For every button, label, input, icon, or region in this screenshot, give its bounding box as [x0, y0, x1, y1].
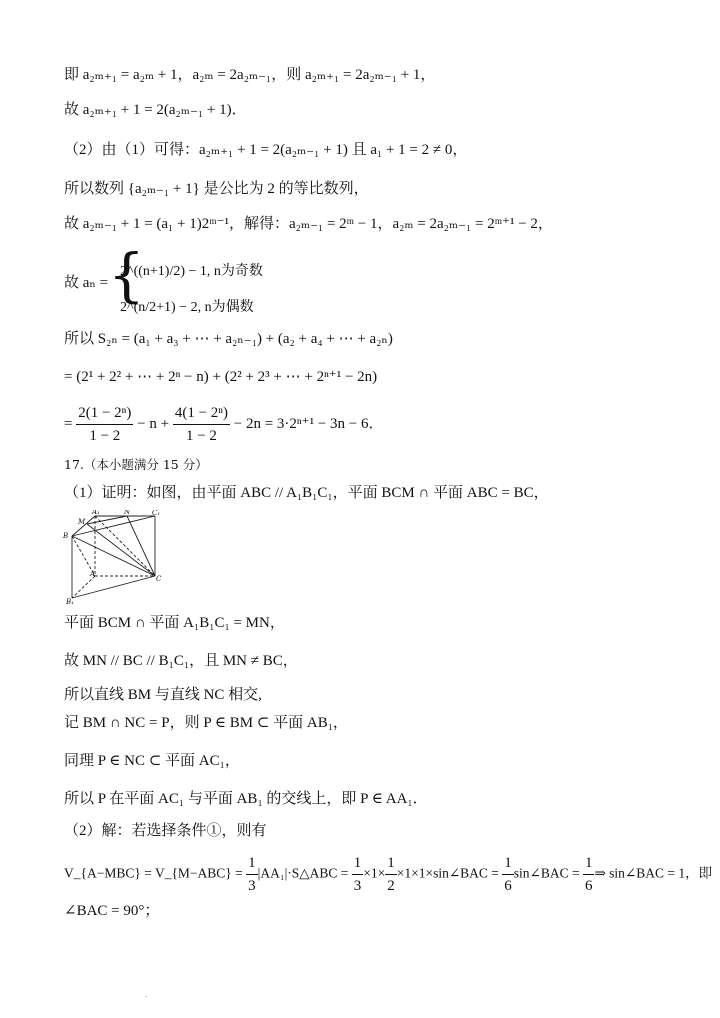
seg-f: ⇒ sin∠BAC = 1，即	[594, 865, 713, 881]
frac-e-num: 1	[583, 852, 595, 875]
line-13: 故 MN // BC // B₁C₁，且 MN ≠ BC，	[64, 653, 298, 669]
frac-d	[502, 852, 514, 897]
line-14: 所以直线 BM 与直线 NC 相交,	[64, 687, 262, 703]
frac-e	[583, 852, 595, 897]
seg-c: ×1×	[363, 865, 386, 881]
prism-figure	[60, 510, 170, 606]
edge-b1c	[72, 576, 155, 598]
fraction-1-num: 2(1 − 2ⁿ)	[76, 402, 133, 425]
line-4: 所以数列 {a₂ₘ₋₁ + 1} 是公比为 2 的等比数列，	[64, 181, 369, 197]
frac-d-den: 6	[504, 878, 512, 894]
frac-a-num: 1	[246, 852, 258, 875]
label-a1: A₁	[92, 510, 100, 516]
frac-c-den: 2	[387, 878, 395, 894]
problem-17-heading: 17.（本小题满分 15 分）	[64, 457, 208, 472]
line-15: 记 BM ∩ NC = P，则 P ∈ BM ⊂ 平面 AB₁，	[64, 715, 348, 731]
frac-b-num: 1	[352, 852, 364, 875]
frac-b-den: 3	[353, 878, 362, 894]
line-7: 所以 S₂ₙ = (a₁ + a₃ + ⋯ + a₂ₙ₋₁) + (a₂ + a₄ + ⋯ + a₂ₙ)	[64, 331, 393, 347]
edge-a1c-hidden	[95, 516, 155, 576]
line-18: （2）解：若选择条件①，则有	[64, 823, 267, 839]
frac-c	[385, 852, 397, 897]
tail-term: − 2n = 3·2ⁿ⁺¹ − 3n − 6．	[233, 415, 384, 432]
seg-e: sin∠BAC =	[513, 865, 580, 881]
line-20: ∠BAC = 90°；	[64, 903, 160, 919]
footer-mark: .	[145, 990, 148, 999]
eq-sign: =	[64, 415, 73, 432]
label-n: N	[124, 510, 131, 516]
frac-b	[352, 852, 364, 897]
label-c: C	[156, 575, 162, 583]
line-11: （1）证明：如图，由平面 ABC // A₁B₁C₁，平面 BCM ∩ 平面 ABC = BC，	[64, 485, 549, 501]
label-b: B	[63, 532, 69, 540]
seg-d: ×1×1×sin∠BAC =	[396, 865, 499, 881]
edge-nc	[127, 516, 155, 576]
volume-eq: V_{A−MBC} = V_{M−ABC} =	[64, 865, 243, 881]
label-a: A	[90, 570, 96, 578]
seg-b: |AA₁|·S△ABC =	[257, 865, 349, 881]
label-b1: B₁	[66, 598, 74, 606]
fraction-1	[76, 402, 133, 447]
line-12: 平面 BCM ∩ 平面 A₁B₁C₁ = MN，	[64, 615, 285, 631]
piecewise-case-odd: 2^((n+1)/2) − 1, n为奇数	[120, 264, 263, 279]
line-19	[64, 852, 712, 897]
edge-mc	[87, 524, 155, 576]
fraction-1-den: 1 − 2	[89, 428, 121, 444]
line-2: 故 a₂ₘ₊₁ + 1 = 2(a₂ₘ₋₁ + 1)．	[64, 102, 247, 118]
fraction-2	[173, 402, 230, 447]
middle-term: − n +	[137, 415, 170, 432]
frac-e-den: 6	[584, 878, 593, 894]
edge-bc	[72, 536, 155, 576]
frac-a	[246, 852, 258, 897]
piecewise-case-even: 2^(n/2+1) − 2, n为偶数	[120, 300, 254, 315]
line-8: = (2¹ + 2² + ⋯ + 2ⁿ − n) + (2² + 2³ + ⋯ + 2ⁿ⁺¹ − 2n)	[64, 369, 378, 385]
piecewise-brace: {	[108, 241, 145, 309]
frac-a-den: 3	[248, 878, 256, 894]
label-m: M	[78, 518, 86, 526]
line-1: 即 a₂ₘ₊₁ = a₂ₘ + 1，a₂ₘ = 2a₂ₘ₋₁，则 a₂ₘ₊₁ = 2a₂ₘ₋₁ + 1，	[64, 67, 436, 83]
fraction-2-num: 4(1 − 2ⁿ)	[173, 402, 230, 425]
line-9	[64, 402, 384, 447]
line-6-lead: 故 aₙ =	[64, 275, 109, 291]
line-3: （2）由（1）可得：a₂ₘ₊₁ + 1 = 2(a₂ₘ₋₁ + 1) 且 a₁ + 1 = 2 ≠ 0，	[64, 142, 468, 158]
frac-c-num: 1	[385, 852, 397, 875]
frac-d-num: 1	[502, 852, 514, 875]
fraction-2-den: 1 − 2	[185, 428, 217, 444]
line-17: 所以 P 在平面 AC₁ 与平面 AB₁ 的交线上，即 P ∈ AA₁．	[64, 791, 428, 807]
label-c1: C₁	[152, 510, 161, 517]
line-5: 故 a₂ₘ₋₁ + 1 = (a₁ + 1)2ᵐ⁻¹，解得：a₂ₘ₋₁ = 2ᵐ − 1，a₂ₘ = 2a₂ₘ₋₁ = 2ᵐ⁺¹ − 2，	[64, 216, 553, 232]
line-16: 同理 P ∈ NC ⊂ 平面 AC₁，	[64, 753, 240, 769]
